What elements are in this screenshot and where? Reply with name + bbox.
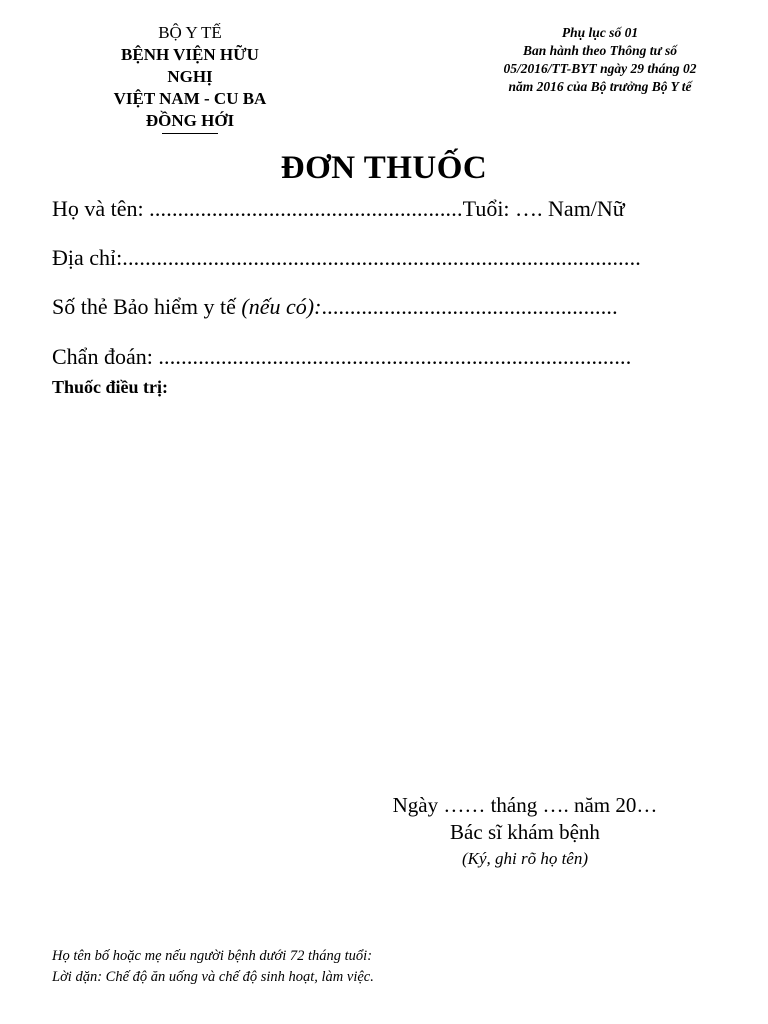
hospital-name-line2: NGHỊ (167, 67, 213, 86)
diagnosis-label: Chẩn đoán: (52, 344, 159, 369)
appendix-line4: năm 2016 của Bộ trưởng Bộ Y tế (508, 79, 692, 94)
hospital-name-line1: BỆNH VIỆN HỮU (121, 45, 259, 64)
appendix-note (455, 24, 745, 96)
appendix-line2: Ban hành theo Thông tư số (522, 43, 678, 58)
footer-advice: Lời dặn: Chế độ ăn uống và chế độ sinh hoạt, làm việc. (52, 969, 374, 985)
document-title: ĐƠN THUỐC (280, 150, 488, 186)
hospital-name-line4: ĐỒNG HỚI (145, 111, 235, 130)
header-underline (162, 133, 218, 134)
patient-name-row (52, 196, 722, 222)
treatment-label: Thuốc điều trị: (52, 377, 169, 397)
insurance-row (52, 294, 722, 320)
address-field[interactable]: ........................................................................................... (122, 245, 641, 270)
gender-label: Nam/Nữ (548, 196, 625, 221)
diagnosis-row (52, 344, 722, 370)
hospital-header (60, 22, 320, 134)
appendix-line3: 05/2016/TT-BYT ngày 29 tháng 02 (503, 61, 697, 76)
insurance-field[interactable]: .................................................... (321, 294, 618, 319)
signature-date: Ngày …… tháng …. năm 20… (392, 793, 658, 817)
footer-parent-note: Họ tên bố hoặc mẹ nếu người bệnh dưới 72 tháng tuổi: (52, 948, 373, 964)
name-label: Họ và tên: (52, 196, 150, 221)
address-label: Địa chỉ: (52, 245, 123, 270)
address-row (52, 245, 722, 271)
signature-note: (Ký, ghi rõ họ tên) (461, 849, 589, 868)
insurance-label: Số thẻ Bảo hiểm y tế (52, 294, 242, 319)
signature-role: Bác sĩ khám bệnh (450, 820, 600, 844)
diagnosis-field[interactable]: ................................................................................... (158, 344, 632, 369)
hospital-name-line3: VIỆT NAM - CU BA (113, 89, 267, 108)
insurance-colon: : (314, 294, 322, 319)
insurance-note: (nếu có) (241, 294, 315, 319)
ministry-name: BỘ Y TẾ (158, 23, 222, 42)
appendix-line1: Phụ lục số 01 (561, 25, 639, 40)
name-field[interactable]: ....................................................... (149, 196, 463, 221)
age-label: Tuổi: …. (462, 196, 549, 221)
